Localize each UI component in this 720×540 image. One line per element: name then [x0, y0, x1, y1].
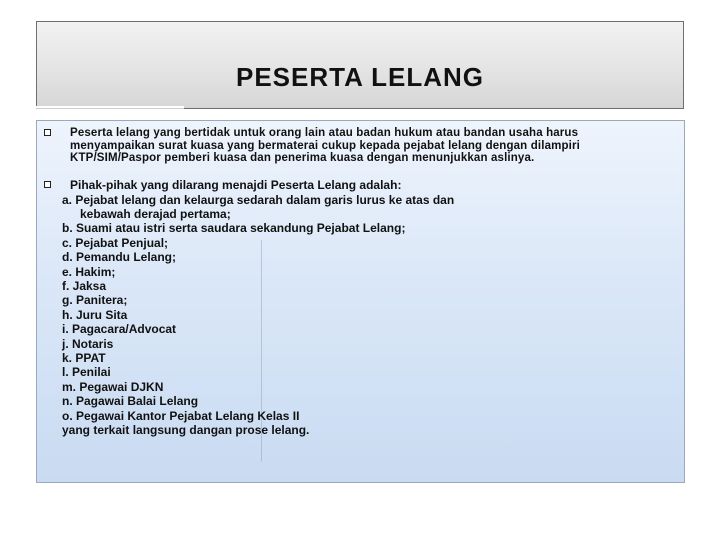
list-item: k. PPAT — [62, 350, 106, 365]
slide-title-box — [36, 21, 684, 109]
list-item: e. Hakim; — [62, 264, 116, 279]
title-underline-divider — [36, 106, 184, 109]
list-item: n. Pagawai Balai Lelang — [62, 394, 199, 409]
list-item: yang terkait langsung dangan prose lelang. — [62, 423, 310, 437]
list-item: h. Juru Sita — [62, 307, 128, 322]
prohibited-parties-list — [62, 193, 454, 438]
list-item: j. Notaris — [62, 336, 114, 351]
list-item: g. Panitera; — [62, 293, 128, 308]
list-item: b. Suami atau istri serta saudara sekandung Pejabat Lelang; — [62, 221, 406, 236]
list-item: kebawah derajad pertama; — [80, 206, 231, 221]
checkbox-bullet-icon — [44, 181, 51, 188]
list-item: a. Pejabat lelang dan kelaurga sedarah dalam garis lurus ke atas dan — [62, 192, 455, 207]
slide-title: PESERTA LELANG — [235, 62, 484, 92]
list-item: i. Pagacara/Advocat — [62, 322, 177, 337]
list-item: c. Pejabat Penjual; — [62, 235, 169, 250]
list-item: o. Pegawai Kantor Pejabat Lelang Kelas II — [62, 408, 300, 423]
paragraph-line: Peserta lelang yang bertidak untuk orang lain atau badan hukum atau bandan usaha harus — [70, 127, 579, 139]
paragraph-line: KTP/SIM/Paspor pemberi kuasa dan penerima kuasa dengan menunjukkan aslinya. — [70, 152, 535, 164]
list-item: l. Penilai — [62, 365, 111, 380]
paragraph-requirements — [70, 127, 580, 165]
paragraph-prohibited-lead: Pihak-pihak yang dilarang menajdi Peserta Lelang adalah: — [70, 178, 402, 192]
list-item: d. Pemandu Lelang; — [62, 250, 177, 265]
list-item: f. Jaksa — [62, 278, 107, 293]
paragraph-line: menyampaikan surat kuasa yang bermaterai cukup kepada pejabat lelang dengan dilampiri — [70, 139, 580, 152]
list-item: m. Pegawai DJKN — [62, 379, 164, 394]
checkbox-bullet-icon — [44, 129, 51, 136]
